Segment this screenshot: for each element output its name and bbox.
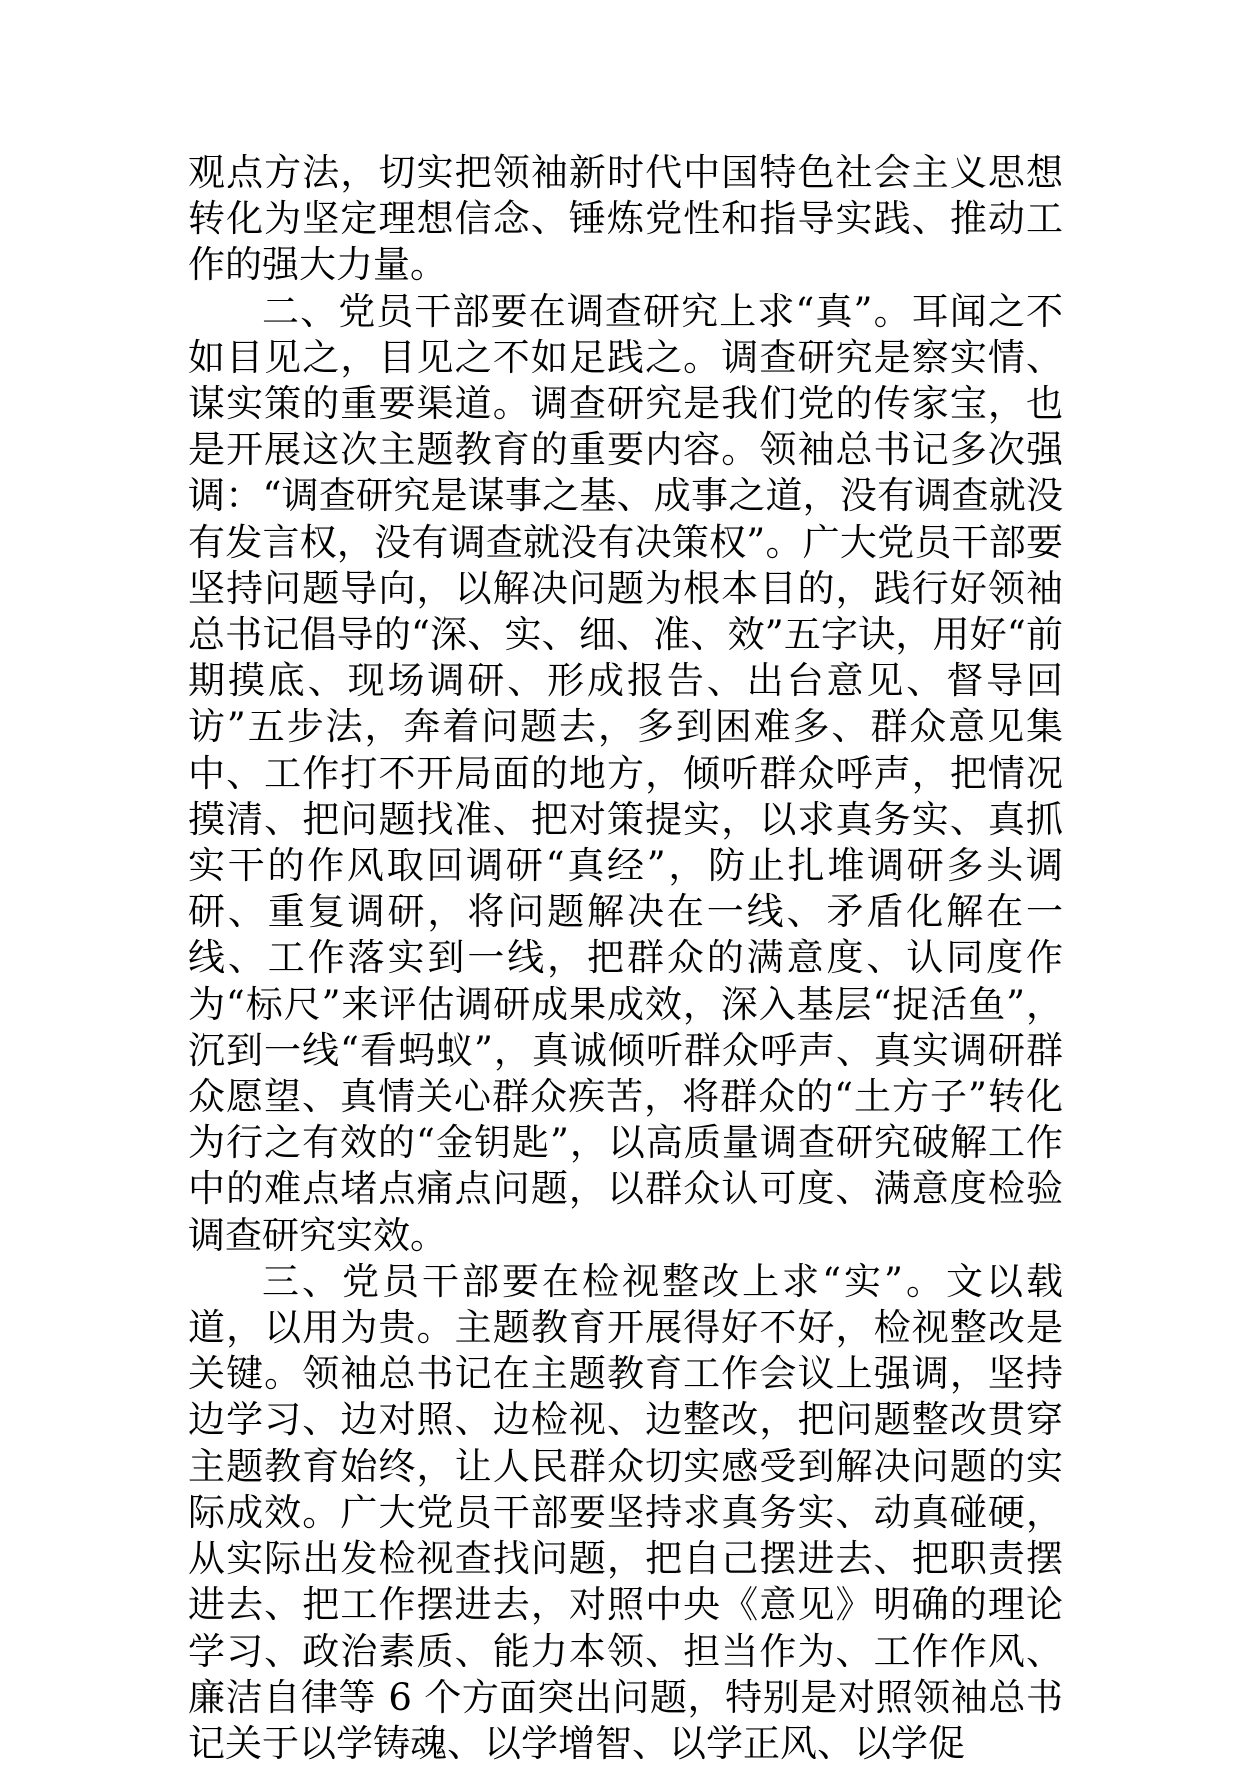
paragraph-section-two: 二、党员干部要在调查研究上求“真”。耳闻之不如目见之，目见之不如足践之。调查研究是察实情、谋实策的重要渠道。调查研究是我们党的传家宝，也是开展这次主题教育的重要内容。领袖总书记多次强调：“调查研究是谋事之基、成事之道，没有调查就没有发言权，没有调查就没有决策权”。广大党员干部要坚持问题导向，以解决问题为根本目的，践行好领袖总书记倡导的“深、实、细、准、效”五字诀，用好“前期摸底、现场调研、形成报告、出台意见、督导回访”五步法，奔着问题去，多到困难多、群众意见集中、工作打不开局面的地方，倾听群众呼声，把情况摸清、把问题找准、把对策提实，以求真务实、真抓实干的作风取回调研“真经”，防止扎堆调研多头调研、重复调研，将问题解决在一线、矛盾化解在一线、工作落实到一线，把群众的满意度、认同度作为“标尺”来评估调研成果成效，深入基层“捉活鱼”，沉到一线“看蚂蚁”，真诚倾听群众呼声、真实调研群众愿望、真情关心群众疾苦，将群众的“土方子”转化为行之有效的“金钥匙”，以高质量调查研究破解工作中的难点堵点痛点问题，以群众认可度、满意度检验调查研究实效。 [188,289,1063,1257]
paragraph-continuation: 观点方法，切实把领袖新时代中国特色社会主义思想转化为坚定理想信念、锤炼党性和指导实践、推动工作的强大力量。 [188,151,1063,287]
document-page [188,150,1063,1767]
paragraph-section-three: 三、党员干部要在检视整改上求“实”。文以载道，以用为贵。主题教育开展得好不好，检视整改是关键。领袖总书记在主题教育工作会议上强调，坚持边学习、边对照、边检视、边整改，把问题整改贯穿主题教育始终，让人民群众切实感受到解决问题的实际成效。广大党员干部要坚持求真务实、动真碰硬，从实际出发检视查找问题，把自己摆进去、把职责摆进去、把工作摆进去，对照中央《意见》明确的理论学习、政治素质、能力本领、担当作为、工作作风、廉洁自律等 6 个方面突出问题，特别是对照领袖总书记关于以学铸魂、以学增智、以学正风、以学促 [188,1259,1063,1765]
